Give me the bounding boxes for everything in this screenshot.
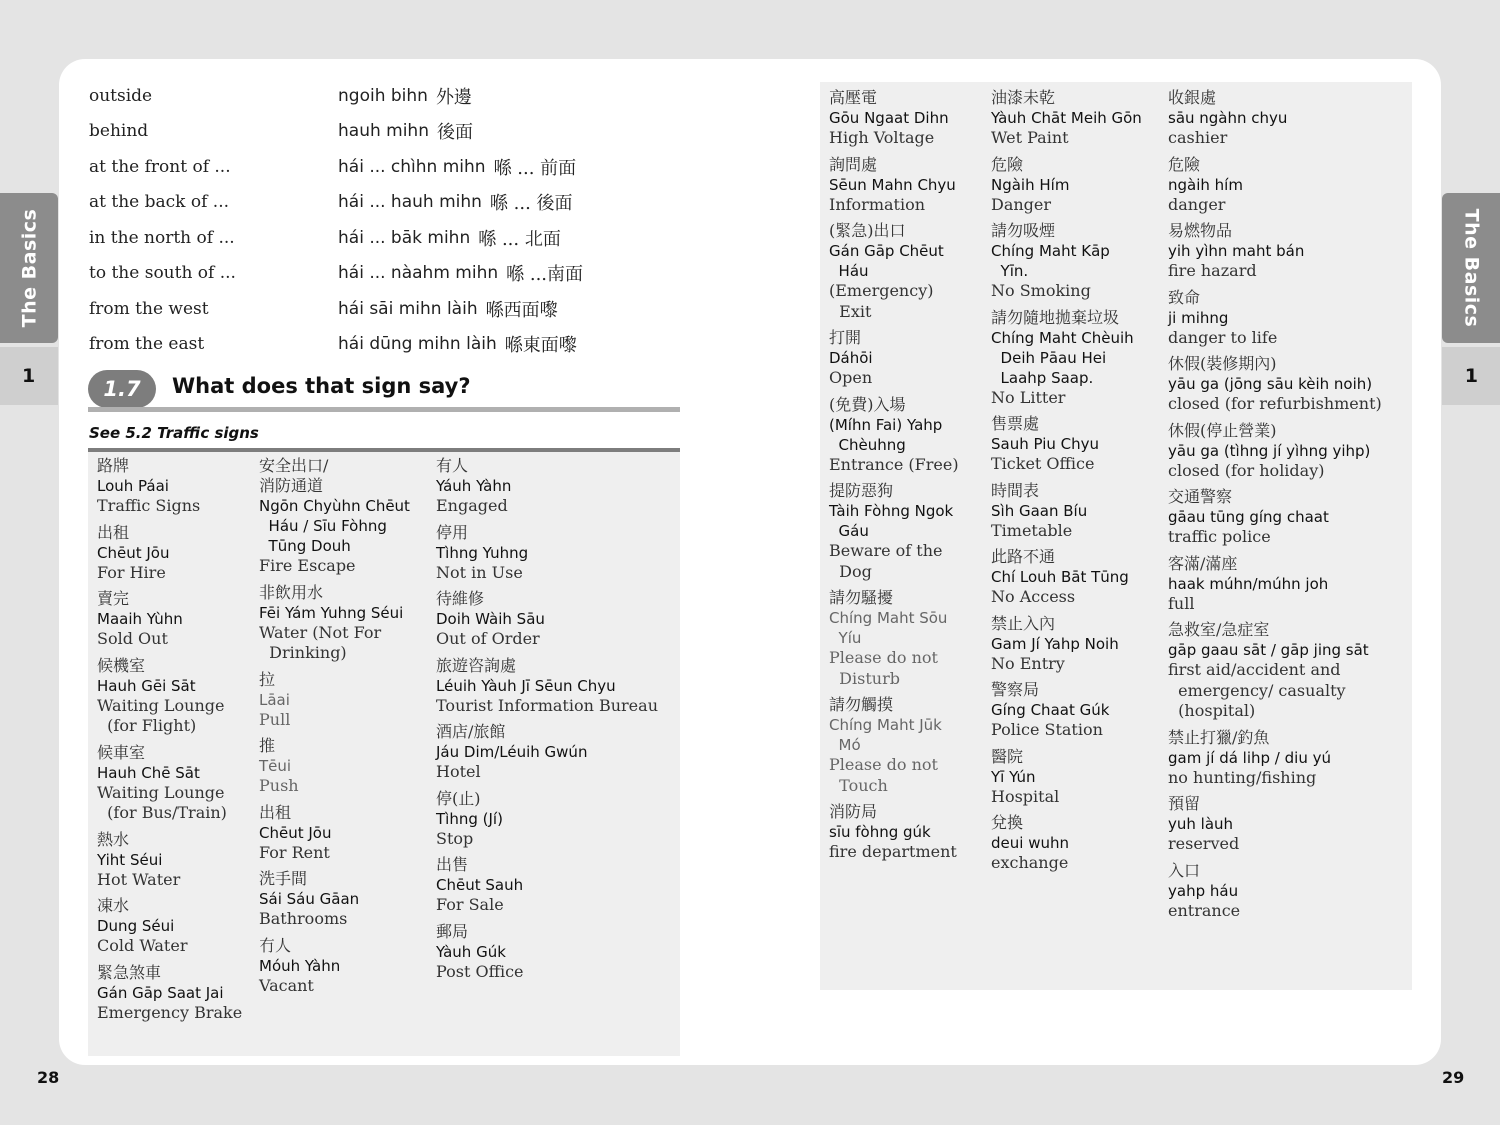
sign-chinese: 安全出口/ 消防通道 bbox=[259, 456, 329, 495]
direction-romanization: hái ... hauh mihn bbox=[338, 192, 482, 213]
sign-romanization: yih yìhn maht bán bbox=[1168, 242, 1305, 260]
sign-english: Pull bbox=[259, 709, 291, 729]
sign-entry bbox=[829, 802, 989, 863]
direction-row bbox=[89, 327, 679, 363]
sign-entry bbox=[1168, 861, 1408, 922]
sign-romanization: Gíng Chaat Gúk bbox=[991, 701, 1110, 719]
sign-chinese: 拉 bbox=[259, 669, 276, 689]
sign-english: closed (for refurbishment) bbox=[1168, 394, 1382, 413]
direction-row bbox=[89, 220, 679, 256]
sign-romanization: Gōu Ngaat Dihn bbox=[829, 109, 949, 127]
signs-column bbox=[436, 456, 676, 988]
sign-chinese: 賣完 bbox=[97, 589, 130, 608]
sign-entry bbox=[97, 589, 257, 650]
sign-english: Post Office bbox=[436, 961, 524, 981]
sign-romanization: Gán Gāp Chēut Háu bbox=[829, 242, 944, 280]
sign-entry bbox=[1168, 288, 1408, 349]
sign-romanization: Ngàih Hím bbox=[991, 175, 1070, 194]
sign-english: Sold Out bbox=[97, 629, 168, 648]
sign-chinese: 打開 bbox=[829, 328, 862, 347]
sign-english: High Voltage bbox=[829, 128, 935, 147]
sign-chinese: 致命 bbox=[1168, 287, 1201, 307]
sign-english: Out of Order bbox=[436, 629, 540, 648]
direction-romanization: hái sāi mihn làih bbox=[338, 298, 478, 319]
sign-romanization: Tàih Fòhng Ngok Gáu bbox=[829, 502, 954, 540]
sign-romanization: Sēun Mahn Chyu bbox=[829, 175, 956, 194]
page-number-right: 29 bbox=[1442, 1068, 1465, 1087]
sign-entry bbox=[97, 963, 257, 1024]
direction-chinese: 喺東面嚟 bbox=[504, 335, 577, 357]
sign-english: Emergency Brake bbox=[97, 1002, 243, 1022]
sign-english: Push bbox=[259, 776, 299, 795]
sign-romanization: Hauh Chē Sāt bbox=[97, 763, 200, 782]
chapter-side-tab-right bbox=[1442, 193, 1500, 343]
direction-romanization: ngoih bihn bbox=[338, 85, 428, 106]
direction-chinese: 喺 ... 後面 bbox=[489, 193, 573, 215]
sign-english: Entrance (Free) bbox=[829, 454, 959, 474]
sign-chinese: 路牌 bbox=[97, 456, 130, 475]
sign-entry bbox=[829, 221, 989, 322]
direction-row bbox=[89, 256, 679, 292]
sign-entry bbox=[829, 481, 989, 582]
sign-chinese: 請勿觸摸 bbox=[829, 695, 894, 714]
sign-romanization: Tēui bbox=[259, 757, 292, 775]
sign-entry bbox=[436, 789, 676, 850]
sign-chinese: 售票處 bbox=[991, 414, 1040, 433]
sign-chinese: 候車室 bbox=[97, 742, 146, 762]
sign-romanization: ji mihng bbox=[1168, 308, 1229, 327]
sign-entry bbox=[991, 547, 1166, 608]
direction-english: from the east bbox=[89, 334, 205, 355]
sign-english: No Litter bbox=[991, 387, 1066, 407]
sign-entry bbox=[1168, 728, 1408, 789]
sign-romanization: sāu ngàhn chyu bbox=[1168, 109, 1288, 127]
sign-entry bbox=[991, 481, 1166, 542]
sign-romanization: (Míhn Fai) Yahp Chèuhng bbox=[829, 415, 943, 454]
sign-english: Waiting Lounge (for Flight) bbox=[97, 695, 225, 735]
sign-english: no hunting/fishing bbox=[1168, 767, 1317, 787]
chapter-side-tab-left bbox=[0, 193, 58, 343]
sign-english: For Rent bbox=[259, 842, 330, 862]
sign-entry bbox=[436, 589, 676, 650]
sign-english: Danger bbox=[991, 194, 1052, 214]
sign-romanization: Dáhōi bbox=[829, 349, 873, 367]
sign-entry bbox=[97, 456, 257, 517]
sign-chinese: 旅遊咨詢處 bbox=[436, 655, 517, 675]
sign-english: For Hire bbox=[97, 562, 166, 582]
direction-romanization: hái ... nàahm mihn bbox=[338, 263, 499, 284]
sign-chinese: 油漆未乾 bbox=[991, 88, 1056, 107]
sign-entry bbox=[97, 896, 257, 957]
sign-chinese: 候機室 bbox=[97, 655, 146, 675]
sign-chinese: 凍水 bbox=[97, 896, 130, 915]
sign-entry bbox=[829, 155, 989, 216]
direction-chinese: 喺 ... 北面 bbox=[478, 228, 561, 250]
section-label-right: The Basics bbox=[1460, 208, 1482, 328]
direction-row bbox=[89, 78, 679, 114]
sign-romanization: yāu ga (tìhng jí yìhng yihp) bbox=[1168, 441, 1371, 460]
sign-english: No Smoking bbox=[991, 281, 1091, 300]
sign-entry bbox=[436, 855, 676, 916]
sign-romanization: Gam Jí Yahp Noih bbox=[991, 634, 1119, 653]
sign-romanization: sīu fòhng gúk bbox=[829, 823, 931, 841]
sign-chinese: 出租 bbox=[97, 522, 130, 542]
sign-chinese: 警察局 bbox=[991, 680, 1040, 699]
sign-entry bbox=[1168, 88, 1408, 149]
sign-entry bbox=[436, 456, 676, 517]
sign-chinese: 此路不通 bbox=[991, 547, 1056, 566]
sign-entry bbox=[259, 869, 431, 930]
sign-chinese: 入口 bbox=[1168, 860, 1201, 880]
sign-entry bbox=[1168, 155, 1408, 216]
sign-chinese: 熱水 bbox=[97, 829, 130, 849]
sign-romanization: Chēut Jōu bbox=[259, 823, 332, 842]
sign-romanization: Yàuh Chāt Meih Gōn bbox=[991, 109, 1142, 127]
sign-english: Bathrooms bbox=[259, 909, 348, 928]
sign-english: Ticket Office bbox=[991, 454, 1095, 473]
section-number-badge: 1.7 bbox=[88, 370, 156, 408]
sign-english: Not in Use bbox=[436, 562, 523, 582]
direction-chinese: 喺西面嚟 bbox=[485, 299, 558, 321]
sign-romanization: gāau tūng gíng chaat bbox=[1168, 508, 1329, 526]
sign-chinese: 詢問處 bbox=[829, 154, 878, 174]
sign-chinese: 禁止打獵/釣魚 bbox=[1168, 727, 1270, 747]
sign-chinese: 易燃物品 bbox=[1168, 221, 1233, 240]
sign-entry bbox=[991, 155, 1166, 216]
sign-entry bbox=[97, 830, 257, 891]
sign-romanization: Lāai bbox=[259, 690, 290, 709]
direction-row bbox=[89, 185, 679, 221]
sign-romanization: Hauh Gēi Sāt bbox=[97, 676, 196, 695]
sign-english: exchange bbox=[991, 853, 1069, 872]
sign-chinese: 出租 bbox=[259, 802, 292, 822]
direction-english: in the north of ... bbox=[89, 227, 235, 248]
sign-english: fire department bbox=[829, 842, 957, 861]
sign-entry bbox=[1168, 421, 1408, 482]
direction-chinese: 喺 ... 前面 bbox=[493, 157, 577, 179]
sign-romanization: Doih Wàih Sāu bbox=[436, 610, 545, 628]
signs-column bbox=[97, 456, 257, 1029]
sign-romanization: Sái Sáu Gāan bbox=[259, 890, 360, 908]
sign-entry bbox=[259, 456, 431, 577]
sign-english: Hospital bbox=[991, 786, 1060, 806]
sign-entry bbox=[991, 747, 1166, 808]
sign-chinese: 請勿隨地拋棄垃圾 bbox=[991, 307, 1120, 327]
sign-romanization: Yiht Séui bbox=[97, 850, 163, 869]
direction-english: behind bbox=[89, 121, 149, 142]
signs-column bbox=[991, 88, 1166, 880]
sign-english: reserved bbox=[1168, 834, 1240, 853]
direction-english: to the south of ... bbox=[89, 263, 236, 284]
sign-chinese: 時間表 bbox=[991, 480, 1040, 500]
direction-english: outside bbox=[89, 85, 153, 106]
sign-romanization: Maaih Yùhn bbox=[97, 610, 183, 628]
sign-entry bbox=[991, 308, 1166, 409]
sign-entry bbox=[259, 803, 431, 864]
sign-english: Cold Water bbox=[97, 936, 188, 955]
sign-romanization: Chíng Maht Jūk Mó bbox=[829, 716, 942, 754]
sign-english: Tourist Information Bureau bbox=[436, 695, 658, 715]
sign-entry bbox=[991, 680, 1166, 741]
sign-entry bbox=[436, 722, 676, 783]
sign-english: Water (Not For Drinking) bbox=[259, 622, 382, 662]
direction-romanization: hauh mihn bbox=[338, 121, 429, 142]
sign-romanization: Chēut Sauh bbox=[436, 876, 524, 894]
sign-entry bbox=[259, 736, 431, 797]
sign-romanization: yahp háu bbox=[1168, 881, 1239, 900]
sign-entry bbox=[991, 88, 1166, 149]
sign-chinese: 有人 bbox=[436, 456, 469, 475]
signs-box-left bbox=[88, 452, 680, 1056]
sign-chinese: 收銀處 bbox=[1168, 88, 1217, 107]
sign-romanization: deui wuhn bbox=[991, 834, 1069, 852]
sign-chinese: 請勿吸煙 bbox=[991, 221, 1056, 240]
sign-entry bbox=[991, 614, 1166, 675]
sign-english: Engaged bbox=[436, 496, 508, 515]
sign-chinese: 非飲用水 bbox=[259, 582, 324, 602]
sign-entry bbox=[436, 922, 676, 983]
sign-chinese: 休假(停止營業) bbox=[1168, 420, 1277, 440]
sign-english: Hotel bbox=[436, 762, 481, 781]
sign-romanization: gāp gaau sāt / gāp jing sāt bbox=[1168, 641, 1369, 659]
sign-romanization: Yàuh Gúk bbox=[436, 942, 506, 961]
direction-romanization: hái ... bāk mihn bbox=[338, 227, 471, 248]
direction-english: from the west bbox=[89, 298, 209, 319]
direction-row bbox=[89, 114, 679, 150]
sign-chinese: 高壓電 bbox=[829, 88, 878, 107]
signs-box-right bbox=[820, 82, 1412, 990]
sign-english: Traffic Signs bbox=[97, 496, 201, 515]
sign-english: Hot Water bbox=[97, 869, 181, 889]
sign-chinese: 醫院 bbox=[991, 746, 1024, 766]
sign-romanization: Chíng Maht Chèuih Deih Pāau Hei Laahp Saap. bbox=[991, 328, 1134, 387]
sign-entry bbox=[97, 656, 257, 737]
sign-entry bbox=[436, 523, 676, 584]
sign-entry bbox=[1168, 794, 1408, 855]
see-also-reference: See 5.2 Traffic signs bbox=[89, 424, 259, 442]
sign-entry bbox=[829, 328, 989, 389]
sign-english: fire hazard bbox=[1168, 261, 1257, 280]
sign-chinese: 請勿騷擾 bbox=[829, 588, 894, 607]
sign-romanization: Dung Séui bbox=[97, 917, 175, 935]
sign-chinese: 消防局 bbox=[829, 802, 878, 821]
sign-english: No Access bbox=[991, 587, 1076, 606]
sign-english: Waiting Lounge (for Bus/Train) bbox=[97, 782, 227, 822]
sign-chinese: 洗手間 bbox=[259, 869, 308, 888]
sign-romanization: Yī Yún bbox=[991, 767, 1036, 786]
direction-romanization: hái ... chìhn mihn bbox=[338, 156, 486, 177]
sign-entry bbox=[1168, 221, 1408, 282]
sign-chinese: 酒店/旅館 bbox=[436, 722, 506, 741]
sign-english: first aid/accident and emergency/ casualty (hospital) bbox=[1168, 660, 1346, 720]
sign-romanization: gam jí dá lihp / diu yú bbox=[1168, 748, 1331, 767]
sign-english: Vacant bbox=[259, 975, 314, 995]
sign-romanization: Sauh Piu Chyu bbox=[991, 435, 1100, 453]
sign-chinese: 停(止) bbox=[436, 788, 481, 808]
sign-entry bbox=[97, 523, 257, 584]
sign-entry bbox=[97, 743, 257, 824]
direction-chinese: 外邊 bbox=[435, 86, 472, 108]
sign-chinese: 推 bbox=[259, 736, 276, 755]
sign-chinese: 急救室/急症室 bbox=[1168, 620, 1270, 639]
sign-english: Open bbox=[829, 368, 873, 387]
section-rule bbox=[88, 407, 680, 412]
sign-romanization: Chíng Maht Kāp Yīn. bbox=[991, 242, 1110, 280]
sign-english: traffic police bbox=[1168, 527, 1271, 546]
sign-romanization: haak múhn/múhn joh bbox=[1168, 574, 1329, 593]
chapter-number-right: 1 bbox=[1442, 347, 1500, 405]
sign-romanization: Léuih Yàuh Jī Sēun Chyu bbox=[436, 676, 616, 695]
sign-english: For Sale bbox=[436, 895, 504, 914]
sign-english: entrance bbox=[1168, 900, 1241, 920]
sign-chinese: 客滿/滿座 bbox=[1168, 553, 1238, 573]
signs-column bbox=[829, 88, 989, 869]
sign-english: Please do not Touch bbox=[829, 755, 938, 795]
sign-entry bbox=[259, 583, 431, 664]
sign-romanization: Yáuh Yàhn bbox=[436, 477, 512, 495]
sign-romanization: Fēi Yám Yuhng Séui bbox=[259, 603, 404, 622]
sign-romanization: Chíng Maht Sōu Yíu bbox=[829, 609, 948, 647]
sign-entry bbox=[1168, 487, 1408, 548]
direction-row bbox=[89, 149, 679, 185]
sign-chinese: 兌換 bbox=[991, 813, 1024, 832]
direction-romanization: hái dūng mihn làih bbox=[338, 334, 497, 355]
sign-english: Fire Escape bbox=[259, 556, 356, 575]
direction-english: at the front of ... bbox=[89, 156, 231, 177]
sign-romanization: Gán Gāp Saat Jai bbox=[97, 983, 224, 1002]
section-title: What does that sign say? bbox=[172, 374, 471, 398]
sign-chinese: 出售 bbox=[436, 855, 469, 874]
sign-english: closed (for holiday) bbox=[1168, 460, 1325, 480]
sign-english: full bbox=[1168, 593, 1195, 613]
directions-list bbox=[89, 78, 679, 362]
sign-chinese: 冇人 bbox=[259, 935, 292, 955]
sign-english: Timetable bbox=[991, 520, 1073, 540]
sign-english: Beware of the Dog bbox=[829, 541, 943, 581]
direction-chinese: 後面 bbox=[436, 122, 473, 144]
sign-romanization: Móuh Yàhn bbox=[259, 956, 341, 975]
sign-entry bbox=[259, 936, 431, 997]
chapter-number-left: 1 bbox=[0, 347, 58, 405]
sign-entry bbox=[829, 88, 989, 149]
sign-chinese: 預留 bbox=[1168, 794, 1201, 813]
sign-chinese: 危險 bbox=[1168, 154, 1201, 174]
sign-entry bbox=[1168, 354, 1408, 415]
sign-english: Stop bbox=[436, 828, 474, 848]
sign-romanization: Tìhng (Jí) bbox=[436, 809, 503, 828]
sign-english: Information bbox=[829, 194, 926, 214]
sign-english: danger to life bbox=[1168, 327, 1278, 347]
sign-romanization: yuh làuh bbox=[1168, 815, 1234, 833]
direction-chinese: 喺 ...南面 bbox=[506, 264, 584, 286]
sign-chinese: 停用 bbox=[436, 522, 469, 542]
sign-chinese: 緊急煞車 bbox=[97, 962, 162, 982]
sign-entry bbox=[1168, 620, 1408, 722]
sign-entry bbox=[991, 221, 1166, 302]
sign-english: danger bbox=[1168, 194, 1226, 214]
sign-entry bbox=[829, 695, 989, 796]
sign-romanization: Tìhng Yuhng bbox=[436, 543, 529, 562]
sign-romanization: Chí Louh Bāt Tūng bbox=[991, 568, 1129, 586]
sign-entry bbox=[1168, 554, 1408, 615]
sign-chinese: 危險 bbox=[991, 154, 1024, 174]
direction-english: at the back of ... bbox=[89, 192, 230, 213]
sign-chinese: 郵局 bbox=[436, 921, 469, 941]
sign-english: Please do not Disturb bbox=[829, 648, 938, 688]
sign-romanization: ngàih hím bbox=[1168, 175, 1243, 194]
sign-chinese: 待維修 bbox=[436, 589, 485, 608]
page-number-left: 28 bbox=[37, 1068, 60, 1087]
signs-column bbox=[259, 456, 431, 1002]
sign-entry bbox=[991, 414, 1166, 475]
sign-entry bbox=[259, 670, 431, 731]
direction-row bbox=[89, 291, 679, 327]
sign-english: Police Station bbox=[991, 720, 1103, 739]
sign-chinese: (免費)入場 bbox=[829, 394, 906, 414]
sign-chinese: 交通警察 bbox=[1168, 487, 1233, 506]
sign-romanization: Louh Páai bbox=[97, 477, 169, 495]
sign-romanization: Chēut Jōu bbox=[97, 543, 170, 562]
sign-english: cashier bbox=[1168, 128, 1228, 147]
sign-chinese: 休假(裝修期內) bbox=[1168, 354, 1277, 373]
sign-chinese: 提防惡狗 bbox=[829, 481, 894, 500]
sign-entry bbox=[829, 395, 989, 476]
sign-chinese: 禁止入內 bbox=[991, 613, 1056, 633]
signs-column bbox=[1168, 88, 1408, 927]
sign-english: No Entry bbox=[991, 653, 1065, 673]
sign-chinese: (緊急)出口 bbox=[829, 221, 906, 240]
sign-entry bbox=[829, 588, 989, 689]
sign-romanization: yāu ga (jōng sāu kèih noih) bbox=[1168, 375, 1373, 393]
sign-romanization: Sìh Gaan Bíu bbox=[991, 501, 1088, 520]
sign-romanization: Ngōn Chyùhn Chēut Háu / Sīu Fòhng Tūng Douh bbox=[259, 497, 410, 555]
section-label-left: The Basics bbox=[18, 208, 40, 328]
sign-english: (Emergency) Exit bbox=[829, 281, 934, 321]
sign-romanization: Jáu Dim/Léuih Gwún bbox=[436, 743, 588, 761]
sign-entry bbox=[436, 656, 676, 717]
sign-english: Wet Paint bbox=[991, 128, 1069, 147]
sign-entry bbox=[991, 813, 1166, 874]
